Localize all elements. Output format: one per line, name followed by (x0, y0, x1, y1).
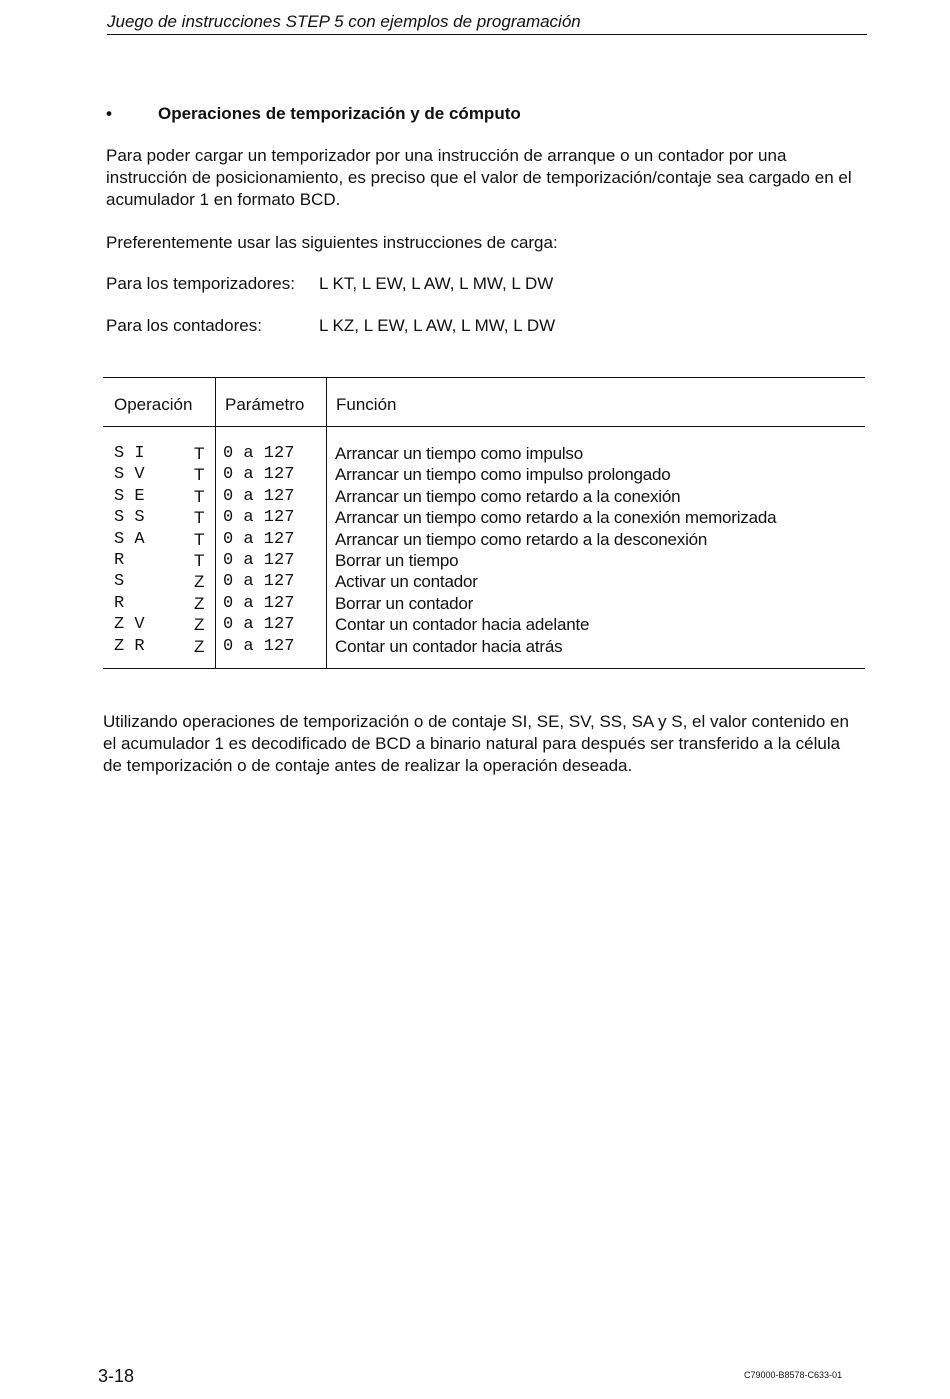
document-code: C79000-B8578-C633-01 (744, 1370, 843, 1380)
load-instructions-note: Preferentemente usar las siguientes instrucciones de carga: (106, 233, 558, 252)
counters-load-row (106, 315, 555, 337)
parameter-cell: 0 a 127 (223, 444, 295, 463)
operand-type-cell: T (194, 529, 205, 549)
function-cell: Arrancar un tiempo como retardo a la conexión (335, 486, 681, 506)
function-cell: Contar un contador hacia atrás (335, 636, 563, 656)
parameter-cell: 0 a 127 (223, 636, 295, 656)
operand-type-cell: T (194, 486, 205, 506)
operand-type-cell: Z (194, 572, 205, 592)
table-bottom-rule (103, 668, 865, 669)
operation-cell: Z R (114, 636, 145, 656)
operation-cell: R (114, 551, 125, 570)
function-cell: Borrar un contador (335, 593, 474, 613)
header-parameter: Parámetro (225, 395, 305, 414)
table-top-rule (103, 377, 865, 378)
intro-paragraph: Para poder cargar un temporizador por una instrucción de arranque o un contador por una instrucción de posicionamiento, es preciso que el valor de temporización/contaje sea cargado en el acumulador 1 en formato BCD. (106, 146, 852, 209)
table-row (103, 443, 865, 465)
operation-cell: S S (114, 508, 145, 528)
parameter-cell: 0 a 127 (223, 529, 295, 549)
timers-label: Para los temporizadores: (106, 274, 295, 293)
function-cell: Arrancar un tiempo como retardo a la desconexión (335, 529, 708, 549)
operand-type-cell: T (194, 551, 205, 570)
page-header-title: Juego de instrucciones STEP 5 con ejemplos de programación (107, 12, 867, 35)
operation-cell: S A (114, 529, 145, 549)
header-operation: Operación (114, 395, 193, 414)
operand-type-cell: Z (194, 615, 205, 635)
table-row (103, 550, 865, 572)
operation-cell: S I (114, 444, 145, 463)
parameter-cell: 0 a 127 (223, 486, 295, 506)
bullet: • (106, 104, 112, 123)
operation-cell: S E (114, 486, 145, 506)
parameter-cell: 0 a 127 (223, 508, 295, 528)
header-function: Función (336, 395, 397, 414)
parameter-cell: 0 a 127 (223, 465, 295, 485)
parameter-cell: 0 a 127 (223, 572, 295, 592)
table-row (103, 486, 865, 508)
table-header-rule (103, 426, 865, 427)
operand-type-cell: Z (194, 593, 205, 613)
counters-value: L KZ, L EW, L AW, L MW, L DW (319, 316, 556, 335)
operand-type-cell: T (194, 508, 205, 528)
operation-cell: R (114, 593, 125, 613)
function-cell: Arrancar un tiempo como retardo a la conexión memorizada (335, 508, 777, 528)
table-row (103, 593, 865, 615)
operand-type-cell: T (194, 444, 205, 463)
parameter-cell: 0 a 127 (223, 615, 295, 635)
table-row (103, 507, 865, 529)
timers-load-row (106, 273, 553, 295)
function-cell: Contar un contador hacia adelante (335, 615, 590, 635)
operation-cell: S V (114, 465, 145, 485)
operation-cell: S (114, 572, 125, 592)
operand-type-cell: Z (194, 636, 205, 656)
timers-value: L KT, L EW, L AW, L MW, L DW (319, 274, 554, 293)
table-row (103, 571, 865, 593)
function-cell: Arrancar un tiempo como impulso (335, 444, 583, 463)
parameter-cell: 0 a 127 (223, 593, 295, 613)
function-cell: Arrancar un tiempo como impulso prolongado (335, 465, 671, 485)
page-number: 3-18 (98, 1366, 135, 1386)
section-heading (106, 103, 866, 125)
counters-label: Para los contadores: (106, 316, 262, 335)
instruction-table (103, 377, 865, 656)
table-row (103, 636, 865, 658)
table-row (103, 614, 865, 636)
table-row (103, 464, 865, 486)
operation-cell: Z V (114, 615, 145, 635)
section-heading-text: Operaciones de temporización y de cómputo (158, 104, 521, 123)
table-row (103, 529, 865, 551)
closing-paragraph: Utilizando operaciones de temporización o de contaje SI, SE, SV, SS, SA y S, el valor contenido en el acumulador 1 es decodificado de BCD a binario natural para después ser transferido a la célula de temporización o de contaje antes de realizar la operación deseada. (103, 712, 849, 775)
parameter-cell: 0 a 127 (223, 551, 295, 570)
function-cell: Borrar un tiempo (335, 551, 459, 570)
function-cell: Activar un contador (335, 572, 478, 592)
operand-type-cell: T (194, 465, 205, 485)
